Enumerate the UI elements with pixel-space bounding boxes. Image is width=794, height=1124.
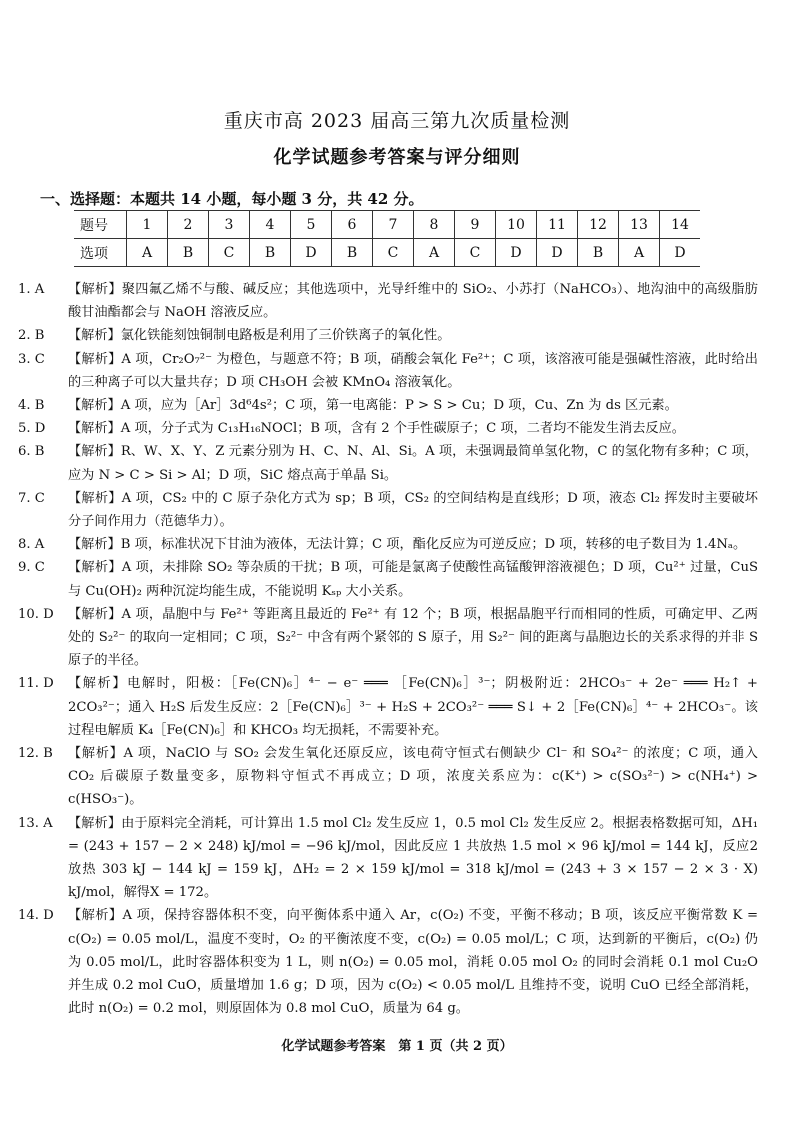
answer-option-cell: A	[619, 239, 660, 267]
item-explanation: 【解析】A 项，应为［Ar］3d⁶4s²；C 项，第一电离能：P > S > Cu；D 项，Cu、Zn 为 ds 区元素。	[68, 398, 678, 414]
question-number-cell: 4	[250, 211, 291, 239]
item-explanation: 【解析】A 项，晶胞中与 Fe²⁺ 等距离且最近的 Fe²⁺ 有 12 个；B 项，根据晶胞平行而相同的性质，可确定甲、乙两处的 S₂²⁻ 的取向一定相同；C 项，S₂²⁻ 中含有两个紧邻的 S 原子，用 S₂²⁻ 间的距离与晶胞边长的关系求得的并非 S 原子的半径。	[68, 606, 758, 669]
answer-option-cell: C	[373, 239, 414, 267]
answer-table-number-row	[74, 211, 700, 239]
explanation-item	[18, 812, 758, 905]
explanation-item	[18, 440, 758, 486]
explanation-item	[18, 904, 758, 1020]
item-number: 9. C	[18, 560, 45, 576]
question-number-cell: 11	[537, 211, 578, 239]
item-number: 3. C	[18, 351, 45, 367]
explanation-item	[18, 394, 758, 417]
item-number: 5. D	[18, 421, 46, 437]
item-number: 13. A	[18, 815, 53, 831]
item-explanation: 【解析】A 项，未排除 SO₂ 等杂质的干扰；B 项，可能是氯离子使酸性高锰酸钾溶液褪色；D 项，Cu²⁺ 过量，CuS 与 Cu(OH)₂ 两种沉淀均能生成，不能说明 Kₛₚ 大小关系。	[68, 560, 758, 599]
item-explanation: 【解析】A 项，CS₂ 中的 C 原子杂化方式为 sp；B 项，CS₂ 的空间结构是直线形；D 项，液态 Cl₂ 挥发时主要破坏分子间作用力（范德华力）。	[68, 490, 758, 530]
explanation-item	[18, 603, 758, 673]
explanation-item	[18, 348, 758, 394]
answer-option-cell: D	[496, 239, 537, 267]
answer-option-cell: A	[127, 239, 168, 267]
answer-option-cell: D	[660, 239, 701, 267]
question-number-cell: 7	[373, 211, 414, 239]
question-number-cell: 9	[455, 211, 496, 239]
row-label-option: 选项	[80, 245, 108, 262]
question-number-cell: 12	[578, 211, 619, 239]
question-number-cell: 2	[168, 211, 209, 239]
explanation-item	[18, 742, 758, 812]
item-explanation: 【解析】A 项，Cr₂O₇²⁻ 为橙色，与题意不符；B 项，硝酸会氧化 Fe²⁺；C 项，该溶液可能是强碱性溶液，此时给出的三种离子可以大量共存；D 项 CH₃OH 会被 KMnO₄ 溶液氧化。	[68, 351, 758, 390]
answer-option-cell: D	[291, 239, 332, 267]
question-number-cell: 1	[127, 211, 168, 239]
question-number-cell: 3	[209, 211, 250, 239]
item-number: 2. B	[18, 328, 45, 344]
item-number: 1. A	[18, 282, 45, 297]
answer-table-option-row	[74, 239, 700, 267]
answer-option-cell: B	[250, 239, 291, 267]
document-subtitle: 化学试题参考答案与评分细则	[273, 147, 521, 168]
answer-option-cell: C	[455, 239, 496, 267]
row-label-number: 题号	[74, 211, 127, 239]
explanation-item	[18, 278, 758, 324]
answer-option-cell: B	[168, 239, 209, 267]
item-explanation: 【解析】氯化铁能刻蚀铜制电路板是利用了三价铁离子的氧化性。	[68, 328, 451, 344]
item-explanation: 【解析】聚四氟乙烯不与酸、碱反应；其他选项中，光导纤维中的 SiO₂、小苏打（NaHCO₃）、地沟油中的高级脂肪酸甘油酯都会与 NaOH 溶液反应。	[68, 282, 758, 321]
item-explanation: 【解析】电解时，阳极：［Fe(CN)₆］⁴⁻ − e⁻ ═══ ［Fe(CN)₆］³⁻；阴极附近：2HCO₃⁻ + 2e⁻ ═══ H₂↑ + 2CO₃²⁻；通入 H₂S 后发生反应：2［Fe(CN)₆］³⁻ + H₂S + 2CO₃²⁻ ═══ S↓ + 2［Fe(CN)₆］⁴⁻ + 2HCO₃⁻。该过程电解质 K₄［Fe(CN)₆］和 KHCO₃ 均无损耗，不需要补充。	[68, 676, 758, 738]
question-number-cell: 6	[332, 211, 373, 239]
explanation-item	[18, 556, 758, 602]
document-title: 重庆市高 2023 届高三第九次质量检测	[223, 110, 571, 132]
answer-option-cell: C	[209, 239, 250, 267]
question-number-cell: 10	[496, 211, 537, 239]
item-number: 14. D	[18, 908, 54, 924]
question-number-cell: 13	[619, 211, 660, 239]
explanation-item	[18, 533, 758, 556]
item-explanation: 【解析】B 项，标准状况下甘油为液体，无法计算；C 项，酯化反应为可逆反应；D 项，转移的电子数目为 1.4Nₐ。	[68, 537, 747, 553]
item-number: 11. D	[18, 676, 54, 692]
item-explanation: 【解析】A 项，保持容器体积不变，向平衡体系中通入 Ar，c(O₂) 不变，平衡不移动；B 项，该反应平衡常数 K = c(O₂) = 0.05 mol/L，温度不变时，O₂ 的平衡浓度不变，c(O₂) = 0.05 mol/L；C 项，达到新的平衡后，c(O₂) 仍为 0.05 mol/L，此时容器体积变为 1 L，则 n(O₂) = 0.05 mol，消耗 0.05 mol O₂ 的同时会消耗 0.1 mol Cu₂O 并生成 0.2 mol CuO，质量增加 1.6 g；D 项，因为 c(O₂) < 0.05 mol/L 且维持不变，说明 CuO 已经全部消耗，此时 n(O₂) = 0.2 mol，则原固体为 0.8 mol CuO，质量为 64 g。	[68, 908, 758, 1017]
item-number: 10. D	[18, 606, 54, 622]
answer-option-cell: A	[414, 239, 455, 267]
item-number: 6. B	[18, 444, 45, 460]
item-explanation: 【解析】A 项，分子式为 C₁₃H₁₆NOCl；B 项，含有 2 个手性碳原子；C 项，二者均不能发生消去反应。	[68, 421, 685, 437]
section-heading: 一、选择题：本题共 14 小题，每小题 3 分，共 42 分。	[40, 190, 424, 208]
answer-explanations	[18, 278, 758, 1021]
item-explanation: 【解析】由于原料完全消耗，可计算出 1.5 mol Cl₂ 发生反应 1，0.5 mol Cl₂ 发生反应 2。根据表格数据可知，ΔH₁ = (243 + 157 − 2 × 248) kJ/mol = −96 kJ/mol，因此反应 1 共放热 1.5 mol × 96 kJ/mol = 144 kJ，反应2 放热 303 kJ − 144 kJ = 159 kJ，ΔH₂ = 2 × 159 kJ/mol = 318 kJ/mol = (243 + 3 × 157 − 2 × 3 · X) kJ/mol，解得X = 172。	[68, 815, 758, 901]
question-number-cell: 14	[660, 211, 701, 239]
answer-option-cell: D	[537, 239, 578, 267]
question-number-cell: 5	[291, 211, 332, 239]
page-footer: 化学试题参考答案 第 1 页（共 2 页）	[281, 1039, 513, 1054]
explanation-item	[18, 672, 758, 742]
question-number-cell: 8	[414, 211, 455, 239]
item-number: 7. C	[18, 490, 45, 506]
item-number: 4. B	[18, 398, 45, 414]
explanation-item	[18, 324, 758, 347]
item-explanation: 【解析】R、W、X、Y、Z 元素分别为 H、C、N、Al、Si。A 项，未强调最简单氢化物，C 的氢化物有多种；C 项，应为 N > C > Si > Al；D 项，SiC 熔点高于单晶 Si。	[68, 444, 758, 483]
item-number: 8. A	[18, 537, 45, 553]
answer-table	[74, 210, 700, 267]
answer-option-cell: B	[332, 239, 373, 267]
answer-option-cell: B	[578, 239, 619, 267]
item-number: 12. B	[18, 746, 53, 762]
item-explanation: 【解析】A 项，NaClO 与 SO₂ 会发生氧化还原反应，该电荷守恒式右侧缺少 Cl⁻ 和 SO₄²⁻ 的浓度；C 项，通入 CO₂ 后碳原子数量变多，原物料守恒式不再成立；D 项，浓度关系应为：c(K⁺) > c(SO₃²⁻) > c(NH₄⁺) > c(HSO₃⁻)。	[68, 746, 758, 808]
explanation-item	[18, 417, 758, 440]
explanation-item	[18, 487, 758, 533]
